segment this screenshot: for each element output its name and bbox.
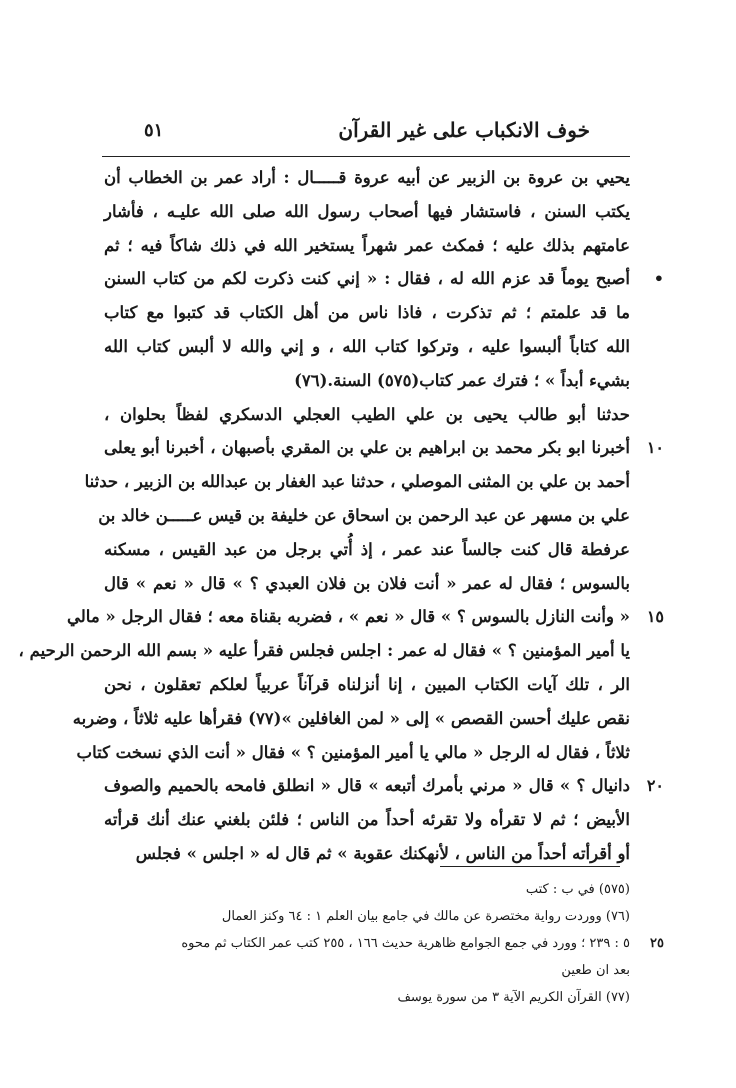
text-line <box>98 499 630 533</box>
text-line-text: يا أمير المؤمنين ؟ » فقال له عمر : اجلس فجلس فقرأ عليه « بسم الله الرحمن الرحيم ، <box>18 641 630 661</box>
line-marker: ١٠ <box>646 438 664 458</box>
text-line <box>104 567 630 601</box>
footnote-line <box>104 930 664 957</box>
text-line-text: نقص عليك أحسن القصص » إلى « لمن الغافلين »(٧٧) فقرأها عليه ثلاثاً ، وضربه <box>72 708 630 728</box>
footnote-line-text: (٥٧٥) في ب : كتب <box>525 882 630 897</box>
text-line-text: حدثنا أبو طالب يحيى بن علي الطيب العجلي الدسكري لفظاً بحلوان ، <box>104 404 630 424</box>
text-line-text: بشيء أبداً » ؛ فترك عمر كتاب(٥٧٥) السنة.(٧٦) <box>294 370 630 390</box>
footnote-line-text: (٧٧) القرآن الكريم الآية ٣ من سورة يوسف <box>397 990 630 1005</box>
text-line <box>104 330 630 364</box>
text-line-text: علي بن مسهر عن عبد الرحمن بن اسحاق عن خليفة بن قيس عـــــن خالد بن <box>98 505 630 525</box>
text-line <box>104 262 664 296</box>
text-line-text: عامتهم بذلك عليه ؛ فمكث عمر شهراً يستخير الله في ذلك شاكاً فيه ؛ ثم <box>104 235 630 255</box>
text-line <box>104 296 630 330</box>
text-line <box>104 803 630 837</box>
text-line-text: الأبيض ؛ ثم لا تقرأه ولا تقرئه أحداً من الناس ؛ فلئن بلغني عنك أنك قرأته <box>104 810 630 830</box>
text-line-text: أخبرنا ابو بكر محمد بن ابراهيم بن علي بن المقري بأصبهان ، أخبرنا أبو يعلى <box>104 438 630 458</box>
text-line <box>72 702 630 736</box>
footnote-line <box>104 957 630 984</box>
text-line-text: « وأنت النازل بالسوس ؟ » قال « نعم » ، فضربه بقناة معه ؛ فقال الرجل « مالي <box>67 607 630 627</box>
running-title: خوف الانكباب على غير القرآن <box>338 118 590 142</box>
text-line <box>104 769 664 803</box>
footnote-line-text: (٧٦) ووردت رواية مختصرة عن مالك في جامع بيان العلم ١ : ٦٤ وكنز العمال <box>221 909 630 924</box>
text-line-text: يكتب السنن ، فاستشار فيها أصحاب رسول الله صلى الله عليـه ، فأشار <box>104 201 630 221</box>
text-line-text: أصبح يوماً قد عزم الله له ، فقال : « إني كنت ذكرت لكم من كتاب السنن <box>104 269 630 289</box>
text-line <box>104 161 630 195</box>
text-line-text: ما قد علمتم ؛ ثم تذكرت ، فاذا ناس من أهل الكتاب قد كتبوا مع كتاب <box>104 303 630 323</box>
text-line-text: أو أقرأته أحداً من الناس ، لأنهكنك عقوبة » ثم قال له « اجلس » فجلس <box>135 843 630 863</box>
text-line-text: الر ، تلك آيات الكتاب المبين ، إنا أنزلناه قرآناً عربياً لعلكم تعقلون ، نحن <box>104 674 630 694</box>
text-line <box>104 533 630 567</box>
footnote-line <box>104 903 630 930</box>
text-line <box>67 600 664 634</box>
text-line <box>84 465 630 499</box>
text-line <box>104 398 630 432</box>
text-line <box>104 229 630 263</box>
text-line <box>104 195 630 229</box>
running-header <box>100 118 630 152</box>
line-marker: • <box>653 269 664 289</box>
text-line-text: دانيال ؟ » قال « مرني بأمرك أتبعه » قال « انطلق فامحه بالحميم والصوف <box>104 776 630 796</box>
line-marker: ٢٥ <box>650 936 664 951</box>
text-line <box>104 431 664 465</box>
line-marker: ١٥ <box>646 607 664 627</box>
text-line-text: عرفطة قال كنت جالساً عند عمر ، إذ أُتي برجل من عبد القيس ، مسكنه <box>104 539 630 559</box>
text-line-text: بالسوس ؛ فقال له عمر « أنت فلان بن فلان العبدي ؟ » قال « نعم » قال <box>104 573 630 593</box>
footnote-line <box>104 876 630 903</box>
footnote-line <box>104 984 630 1011</box>
footnote-rule <box>440 866 620 867</box>
footnotes <box>104 876 664 1011</box>
line-marker: ٢٠ <box>646 776 664 796</box>
text-line <box>104 668 630 702</box>
page-number: ٥١ <box>144 120 164 141</box>
text-line-text: يحيي بن عروة بن الزبير عن أبيه عروة قـــــال : أراد عمر بن الخطاب أن <box>104 168 630 187</box>
footnote-line-text: ٥ : ٢٣٩ ؛ وورد في جمع الجوامع ظاهرية حديث ١٦٦ ، ٢٥٥ كتب عمر الكتاب ثم محوه <box>181 936 630 951</box>
text-line-text: ثلاثاً ، فقال له الرجل « مالي يا أمير المؤمنين ؟ » فقال « أنت الذي نسخت كتاب <box>76 742 630 762</box>
text-line <box>76 736 630 770</box>
text-line <box>104 364 630 398</box>
footnote-line-text: بعد ان طعين <box>561 963 630 978</box>
text-line <box>18 634 630 668</box>
body-text <box>18 161 664 871</box>
text-line-text: الله كتاباً ألبسوا عليه ، وتركوا كتاب الله ، و إني والله لا ألبس كتاب الله <box>104 336 630 356</box>
text-line-text: أحمد بن علي بن المثنى الموصلي ، حدثنا عبد الغفار بن عبدالله بن الزبير ، حدثنا <box>84 472 630 492</box>
header-rule <box>102 156 630 157</box>
